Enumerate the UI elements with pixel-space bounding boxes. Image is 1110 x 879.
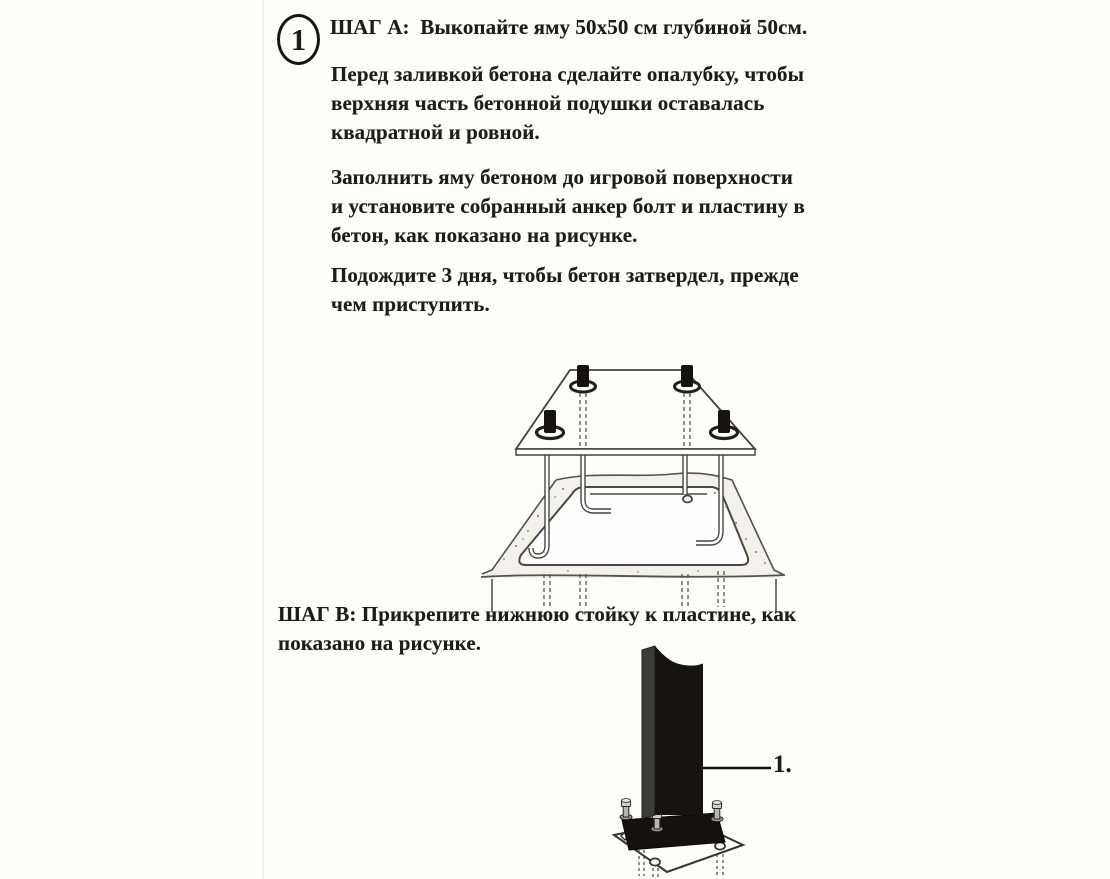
- step-a-paragraph-wait: [331, 261, 799, 319]
- lower-post: [642, 646, 703, 819]
- bolt-hook-end: [683, 496, 692, 503]
- plate-hole: [715, 842, 725, 849]
- step-a-heading: [330, 13, 807, 42]
- step-a-paragraph-concrete: [331, 163, 805, 250]
- step-number: 1: [290, 22, 307, 57]
- anchor-plate-in-concrete-diagram: [468, 353, 868, 615]
- step-b-heading-line: показано на рисунке.: [278, 631, 482, 655]
- step-a-paragraph-formwork: [331, 60, 804, 147]
- plate-hole: [650, 858, 660, 865]
- paragraph-line: верхняя часть бетонной подушки оставалась: [331, 91, 765, 115]
- scan-page-edge-line: [262, 0, 264, 879]
- post-callout-label: 1.: [773, 751, 792, 778]
- step-a-heading-text: ШАГ A: Выкопайте яму 50x50 см глубиной 50см.: [330, 15, 808, 39]
- paragraph-line: бетон, как показано на рисунке.: [331, 223, 638, 247]
- step-b-heading-line: ШАГ B: Прикрепите нижнюю стойку к пластине, как: [278, 602, 797, 626]
- paragraph-line: чем приступить.: [331, 292, 490, 316]
- step-number-badge: [277, 14, 320, 65]
- anchor-plate: [516, 365, 755, 455]
- paragraph-line: Подождите 3 дня, чтобы бетон затвердел, прежде: [331, 263, 799, 287]
- paragraph-line: Заполнить яму бетоном до игровой поверхности: [331, 165, 793, 189]
- paragraph-line: Перед заливкой бетона сделайте опалубку, чтобы: [331, 62, 805, 86]
- concrete-pit: [481, 473, 785, 612]
- paragraph-line: и установите собранный анкер болт и пластину в: [331, 194, 805, 218]
- nut-bolt: [620, 799, 632, 820]
- paragraph-line: квадратной и ровной.: [331, 120, 540, 144]
- nut-bolt: [711, 801, 723, 822]
